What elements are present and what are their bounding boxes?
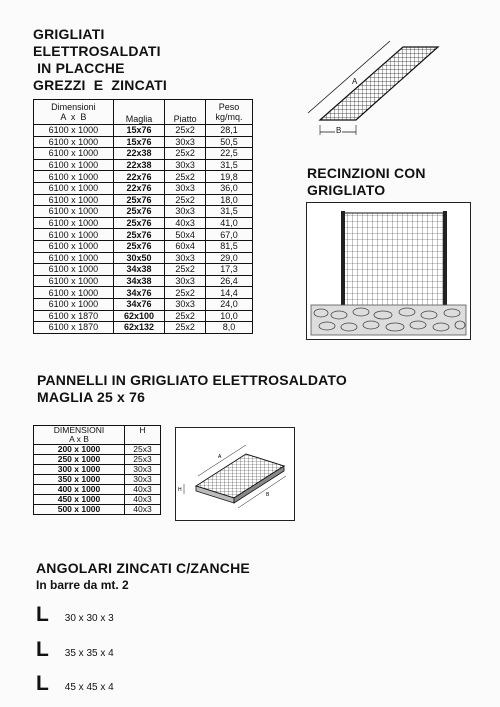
cell-h: 30x3 <box>125 475 161 485</box>
cell-peso: 28,1 <box>206 125 253 137</box>
cell-maglia: 25x76 <box>113 194 164 206</box>
cell-peso: 26,4 <box>206 275 253 287</box>
angle-item <box>36 638 114 662</box>
angle-profile-icon: L <box>36 603 49 626</box>
grigliati-title-line: GRIGLIATI <box>33 26 105 42</box>
table-row <box>34 136 253 148</box>
pannelli-title-line: MAGLIA 25 x 76 <box>37 389 146 405</box>
cell-h: 40x3 <box>125 495 161 505</box>
table-row <box>34 322 253 334</box>
angle-size: 35 x 35 x 4 <box>64 648 114 659</box>
cell-peso: 8,0 <box>206 322 253 334</box>
cell-piatto: 60x4 <box>165 240 206 252</box>
cell-dimensioni: 6100 x 1000 <box>34 125 114 137</box>
cell-dimensioni: 6100 x 1000 <box>34 252 114 264</box>
cell-dimensioni: 6100 x 1000 <box>34 194 114 206</box>
table-row <box>34 159 253 171</box>
cell-peso: 31,5 <box>206 159 253 171</box>
table-row <box>34 182 253 194</box>
angle-item <box>36 672 114 696</box>
table-row <box>34 148 253 160</box>
table-row <box>34 505 161 515</box>
recinzioni-title-line: RECINZIONI CON <box>307 165 426 181</box>
svg-text:H: H <box>178 487 182 493</box>
table-row <box>34 275 253 287</box>
cell-maglia: 30x50 <box>113 252 164 264</box>
label-b: B <box>336 126 342 135</box>
cell-peso: 67,0 <box>206 229 253 241</box>
table-row <box>34 310 253 322</box>
cell-dimensioni: 200 x 1000 <box>34 445 125 455</box>
cell-dimensioni: 6100 x 1000 <box>34 287 114 299</box>
table-header-row <box>34 426 161 445</box>
grating-plate-diagram <box>298 37 468 147</box>
cell-maglia: 34x76 <box>113 287 164 299</box>
cell-maglia: 34x76 <box>113 298 164 310</box>
cell-h: 30x3 <box>125 465 161 475</box>
pannelli-table <box>33 425 161 515</box>
grigliati-title-line: GREZZI E ZINCATI <box>33 77 168 93</box>
cell-maglia: 25x76 <box>113 206 164 218</box>
cell-peso: 36,0 <box>206 182 253 194</box>
cell-dimensioni: 500 x 1000 <box>34 505 125 515</box>
cell-maglia: 62x132 <box>113 322 164 334</box>
fence-illustration <box>306 202 471 340</box>
table-row <box>34 194 253 206</box>
cell-peso: 41,0 <box>206 217 253 229</box>
label-a: A <box>352 77 358 86</box>
cell-maglia: 15x76 <box>113 136 164 148</box>
cell-piatto: 50x4 <box>165 229 206 241</box>
header-dimensioni: DIMENSIONI A x B <box>34 426 125 445</box>
angle-size: 30 x 30 x 3 <box>64 613 114 624</box>
cell-maglia: 34x38 <box>113 275 164 287</box>
cell-piatto: 40x3 <box>165 217 206 229</box>
recinzioni-title <box>307 165 426 199</box>
cell-dimensioni: 300 x 1000 <box>34 465 125 475</box>
cell-dimensioni: 6100 x 1000 <box>34 206 114 218</box>
cell-piatto: 30x3 <box>165 252 206 264</box>
cell-peso: 81,5 <box>206 240 253 252</box>
cell-h: 40x3 <box>125 485 161 495</box>
cell-dimensioni: 6100 x 1000 <box>34 171 114 183</box>
pannelli-title-line: PANNELLI IN GRIGLIATO ELETTROSALDATO <box>37 372 348 388</box>
cell-peso: 14,4 <box>206 287 253 299</box>
cell-maglia: 22x76 <box>113 171 164 183</box>
angolari-subtitle: In barre da mt. 2 <box>36 578 129 592</box>
cell-piatto: 30x3 <box>165 136 206 148</box>
table-row <box>34 298 253 310</box>
cell-dimensioni: 250 x 1000 <box>34 455 125 465</box>
cell-h: 25x3 <box>125 455 161 465</box>
cell-piatto: 25x2 <box>165 148 206 160</box>
cell-dimensioni: 6100 x 1000 <box>34 229 114 241</box>
cell-piatto: 30x3 <box>165 182 206 194</box>
cell-peso: 10,0 <box>206 310 253 322</box>
cell-dimensioni: 6100 x 1000 <box>34 159 114 171</box>
cell-peso: 31,5 <box>206 206 253 218</box>
table-row <box>34 475 161 485</box>
angle-size: 45 x 45 x 4 <box>64 682 114 693</box>
cell-maglia: 25x76 <box>113 240 164 252</box>
table-row <box>34 465 161 475</box>
header-dimensioni: Dimensioni A x B <box>34 100 114 125</box>
cell-piatto: 30x3 <box>165 275 206 287</box>
cell-dimensioni: 6100 x 1870 <box>34 310 114 322</box>
grigliati-title-line: ELETTROSALDATI <box>33 43 161 59</box>
cell-piatto: 25x2 <box>165 125 206 137</box>
grigliati-table <box>33 99 253 334</box>
angle-profile-icon: L <box>36 672 49 695</box>
cell-piatto: 30x3 <box>165 298 206 310</box>
table-row <box>34 240 253 252</box>
cell-piatto: 30x3 <box>165 159 206 171</box>
cell-maglia: 25x76 <box>113 217 164 229</box>
cell-peso: 24,0 <box>206 298 253 310</box>
angle-profile-icon: L <box>36 638 49 661</box>
cell-maglia: 22x38 <box>113 159 164 171</box>
cell-piatto: 25x2 <box>165 287 206 299</box>
table-row <box>34 445 161 455</box>
cell-dimensioni: 6100 x 1000 <box>34 182 114 194</box>
angolari-title: ANGOLARI ZINCATI C/ZANCHE <box>36 560 250 576</box>
cell-h: 40x3 <box>125 505 161 515</box>
cell-maglia: 62x100 <box>113 310 164 322</box>
recinzioni-title-line: GRIGLIATO <box>307 182 386 198</box>
angle-item <box>36 603 114 627</box>
cell-dimensioni: 6100 x 1870 <box>34 322 114 334</box>
header-peso: Peso kg/mq. <box>206 100 253 125</box>
cell-piatto: 25x2 <box>165 171 206 183</box>
header-piatto: Piatto <box>165 100 206 125</box>
cell-dimensioni: 6100 x 1000 <box>34 275 114 287</box>
pannelli-title <box>37 372 347 406</box>
table-row <box>34 252 253 264</box>
cell-piatto: 25x2 <box>165 310 206 322</box>
cell-dimensioni: 6100 x 1000 <box>34 264 114 276</box>
cell-maglia: 34x38 <box>113 264 164 276</box>
cell-dimensioni: 350 x 1000 <box>34 475 125 485</box>
cell-dimensioni: 6100 x 1000 <box>34 136 114 148</box>
table-row <box>34 171 253 183</box>
grigliati-title <box>33 26 167 94</box>
svg-text:B: B <box>266 492 270 498</box>
cell-maglia: 15x76 <box>113 125 164 137</box>
cell-maglia: 22x76 <box>113 182 164 194</box>
table-row <box>34 287 253 299</box>
table-row <box>34 229 253 241</box>
table-row <box>34 495 161 505</box>
cell-peso: 17,3 <box>206 264 253 276</box>
cell-peso: 19,8 <box>206 171 253 183</box>
table-row <box>34 455 161 465</box>
panel-diagram <box>175 427 295 521</box>
cell-piatto: 25x2 <box>165 264 206 276</box>
svg-text:A: A <box>218 454 222 460</box>
table-row <box>34 206 253 218</box>
table-row <box>34 264 253 276</box>
cell-piatto: 25x2 <box>165 194 206 206</box>
header-h: H <box>125 426 161 445</box>
cell-dimensioni: 450 x 1000 <box>34 495 125 505</box>
table-row <box>34 217 253 229</box>
cell-h: 25x3 <box>125 445 161 455</box>
table-header-row <box>34 100 253 125</box>
cell-peso: 29,0 <box>206 252 253 264</box>
cell-maglia: 25x76 <box>113 229 164 241</box>
cell-peso: 22,5 <box>206 148 253 160</box>
cell-piatto: 30x3 <box>165 206 206 218</box>
cell-dimensioni: 6100 x 1000 <box>34 240 114 252</box>
cell-peso: 18,0 <box>206 194 253 206</box>
header-maglia: Maglia <box>113 100 164 125</box>
cell-maglia: 22x38 <box>113 148 164 160</box>
cell-dimensioni: 6100 x 1000 <box>34 217 114 229</box>
grigliati-title-line: IN PLACCHE <box>33 60 125 76</box>
cell-dimensioni: 6100 x 1000 <box>34 298 114 310</box>
cell-piatto: 25x2 <box>165 322 206 334</box>
cell-peso: 50,5 <box>206 136 253 148</box>
table-row <box>34 125 253 137</box>
cell-dimensioni: 6100 x 1000 <box>34 148 114 160</box>
table-row <box>34 485 161 495</box>
cell-dimensioni: 400 x 1000 <box>34 485 125 495</box>
